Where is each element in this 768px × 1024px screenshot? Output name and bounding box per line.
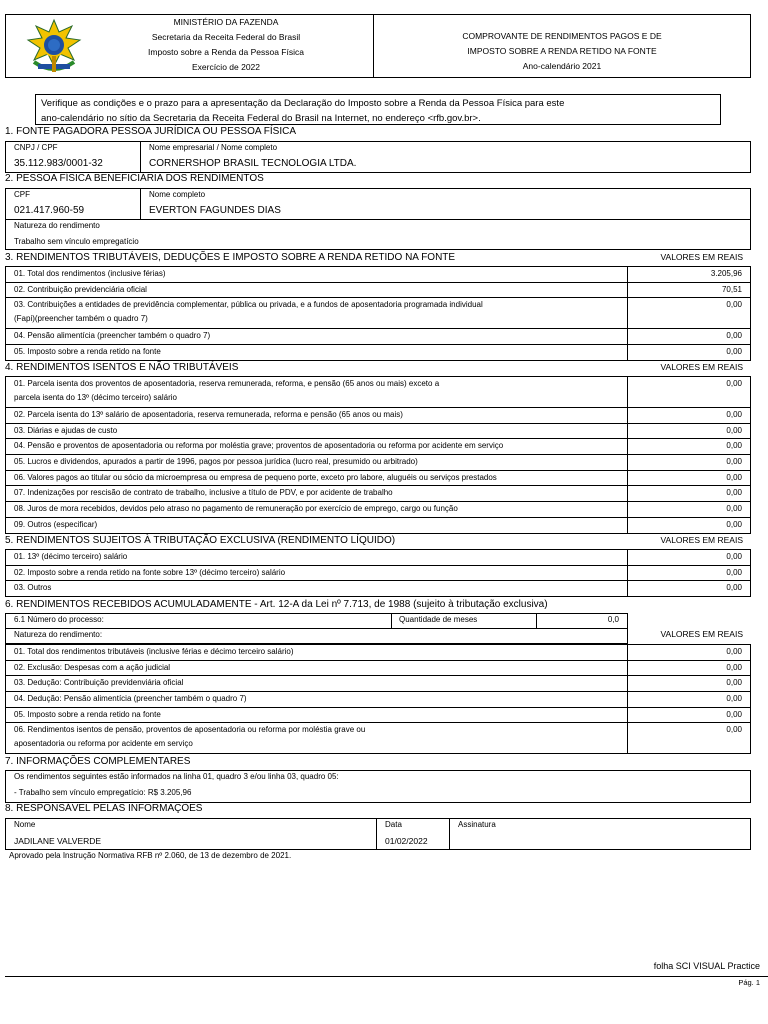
table-row xyxy=(6,550,751,566)
row-label-line-1: 01. Parcela isenta dos proventos de aposentadoria, reserva remunerada, reforma, e pensão (65 anos ou mais) exceto a xyxy=(14,379,440,388)
table-row xyxy=(6,298,751,329)
signature-cell xyxy=(450,819,750,849)
responsible-name-label: Nome xyxy=(14,820,36,829)
info-line-1: Os rendimentos seguintes estão informados na linha 01, quadro 3 e/ou linha 03, quadro 05: xyxy=(14,772,339,781)
row-label-line-2: aposentadoria ou reforma por acidente em serviço xyxy=(14,739,193,749)
company-name-cell xyxy=(141,142,750,172)
row-value: 0,00 xyxy=(628,423,751,439)
natureza-6-box xyxy=(5,628,628,644)
table-row xyxy=(6,423,751,439)
row-value: 0,00 xyxy=(628,470,751,486)
footer-rule xyxy=(5,976,768,977)
section-1-box xyxy=(5,141,751,173)
table-row xyxy=(6,455,751,471)
table-row xyxy=(6,470,751,486)
table-row xyxy=(6,645,751,661)
row-value: 0,00 xyxy=(628,329,751,345)
row-value: 0,00 xyxy=(628,439,751,455)
header-left xyxy=(6,15,373,77)
natureza-value: Trabalho sem vínculo empregatício xyxy=(14,237,139,246)
table-row xyxy=(6,502,751,518)
row-value: 0,00 xyxy=(628,550,751,566)
section-8-title: 8. RESPONSÁVEL PELAS INFORMAÇÕES xyxy=(5,803,203,814)
divider xyxy=(391,614,392,628)
row-value: 0,00 xyxy=(628,660,751,676)
table-row xyxy=(6,439,751,455)
row-label: 09. Outros (especificar) xyxy=(6,517,628,533)
table-row xyxy=(6,377,751,408)
table-row xyxy=(6,660,751,676)
row-value: 0,00 xyxy=(628,581,751,597)
cpf-label: CPF xyxy=(14,190,30,199)
row-label: 05. Imposto sobre a renda retido na fonte xyxy=(6,707,628,723)
document-header xyxy=(5,14,751,78)
row-label: 02. Parcela isenta do 13º salário de aposentadoria, reserva remunerada, reforma e pensão (65 anos ou mais) xyxy=(6,408,628,424)
info-line-2: - Trabalho sem vínculo empregatício: R$ 3.205,96 xyxy=(14,788,192,797)
row-value: 0,00 xyxy=(628,298,751,329)
date-cell xyxy=(377,819,449,849)
section-5-title: 5. RENDIMENTOS SUJEITOS À TRIBUTAÇÃO EXCLUSIVA (RENDIMENTO LÍQUIDO) xyxy=(5,535,396,546)
row-value: 0,00 xyxy=(628,486,751,502)
table-row xyxy=(6,486,751,502)
row-label: 04. Pensão alimentícia (preencher também o quadro 7) xyxy=(6,329,628,345)
section-6-title: 6. RENDIMENTOS RECEBIDOS ACUMULADAMENTE - Art. 12-A da Lei nº 7.713, de 1988 (sujeito à tributação exclusiva) xyxy=(5,599,548,610)
cnpj-label: CNPJ / CPF xyxy=(14,143,58,152)
row-label-line-1: 03. Contribuições a entidades de previdência complementar, pública ou privada, e a fundos de aposentadoria programada individual xyxy=(14,300,483,310)
table-row xyxy=(6,565,751,581)
cpf-cell xyxy=(6,189,140,219)
row-label: 08. Juros de mora recebidos, devidos pelo atraso no pagamento de remuneração por exercício de emprego, cargo ou função xyxy=(6,502,628,518)
header-right-lines xyxy=(374,29,750,74)
row-label: 01. 13º (décimo terceiro) salário xyxy=(6,550,628,566)
natureza-6-label: Natureza do rendimento: xyxy=(14,630,103,639)
row-label-line-2: parcela isenta do 13º (décimo terceiro) salário xyxy=(14,393,177,402)
software-credit: folha SCI VISUAL Practice xyxy=(653,961,760,971)
beneficiary-name-value: EVERTON FAGUNDES DIAS xyxy=(149,205,281,216)
notice-line-1: Verifique as condições e o prazo para a apresentação da Declaração do Imposto sobre a Renda da Pessoa Física para este xyxy=(41,98,565,109)
section-2-box xyxy=(5,188,751,220)
notice-box xyxy=(35,94,721,125)
calendar-year-line: Ano-calendário 2021 xyxy=(522,61,602,71)
natureza-box xyxy=(5,219,751,250)
beneficiary-name-label: Nome completo xyxy=(149,190,206,199)
row-label-line-2: (Fapi)(preencher também o quadro 7) xyxy=(14,314,148,324)
row-label xyxy=(6,377,628,408)
page-number: Pág. 1 xyxy=(738,978,760,987)
table-row xyxy=(6,329,751,345)
responsible-name-cell xyxy=(6,819,376,849)
table-row xyxy=(6,581,751,597)
values-header-5: VALORES EM REAIS xyxy=(660,535,743,545)
ministry-line: MINISTÉRIO DA FAZENDA xyxy=(173,17,279,27)
row-label-line-1: 06. Rendimentos isentos de pensão, proventos de aposentadoria ou reforma por moléstia grave ou xyxy=(14,725,366,735)
table-row xyxy=(6,676,751,692)
row-value: 0,00 xyxy=(628,676,751,692)
row-value: 0,00 xyxy=(628,345,751,361)
section-4-table xyxy=(5,376,751,534)
secretariat-line: Secretaria da Receita Federal do Brasil xyxy=(151,32,301,42)
date-value: 01/02/2022 xyxy=(385,836,428,846)
row-label: 01. Total dos rendimentos (inclusive férias) xyxy=(6,267,628,283)
row-label: 05. Imposto sobre a renda retido na fonte xyxy=(6,345,628,361)
row-value: 0,00 xyxy=(628,377,751,408)
header-right xyxy=(374,15,750,77)
row-value: 0,00 xyxy=(628,723,751,754)
row-label: 06. Valores pagos ao titular ou sócio da microempresa ou empresa de pequeno porte, exceto pro labore, aluguéis ou serviços prestados xyxy=(6,470,628,486)
table-row xyxy=(6,282,751,298)
table-row xyxy=(6,707,751,723)
table-row xyxy=(6,408,751,424)
table-row xyxy=(6,267,751,283)
notice-line-2: ano-calendário no sítio da Secretaria da Receita Federal do Brasil na Internet, no endereço <rfb.gov.br>. xyxy=(41,113,481,124)
row-value: 0,00 xyxy=(628,707,751,723)
natureza-label: Natureza do rendimento xyxy=(14,221,100,230)
section-3-table xyxy=(5,266,751,361)
approval-note: Aprovado pela Instrução Normativa RFB nº 2.060, de 13 de dezembro de 2021. xyxy=(9,851,292,860)
company-name-value: CORNERSHOP BRASIL TECNOLOGIA LTDA. xyxy=(149,158,357,169)
processo-label: 6.1 Número do processo: xyxy=(14,615,104,624)
row-label: 04. Pensão e proventos de aposentadoria ou reforma por moléstia grave; proventos de aposentadoria ou reforma por acidente em serviço xyxy=(6,439,628,455)
responsible-name-value: JADILANE VALVERDE xyxy=(14,836,102,846)
row-value: 0,00 xyxy=(628,408,751,424)
row-label: 03. Outros xyxy=(6,581,628,597)
section-7-box xyxy=(5,770,751,803)
section-1-title: 1. FONTE PAGADORA PESSOA JURÍDICA OU PESSOA FÍSICA xyxy=(5,126,297,137)
cpf-value: 021.417.960-59 xyxy=(14,205,85,216)
row-value: 0,00 xyxy=(628,645,751,661)
section-7-title: 7. INFORMAÇÕES COMPLEMENTARES xyxy=(5,756,191,767)
cnpj-cell xyxy=(6,142,140,172)
meses-label: Quantidade de meses xyxy=(399,615,478,624)
values-header-3: VALORES EM REAIS xyxy=(660,252,743,262)
row-label xyxy=(6,723,628,754)
divider xyxy=(536,614,537,628)
meses-value: 0,0 xyxy=(607,615,619,624)
row-value: 0,00 xyxy=(628,502,751,518)
row-label: 01. Total dos rendimentos tributáveis (inclusive férias e décimo terceiro salário) xyxy=(6,645,628,661)
section-2-title: 2. PESSOA FÍSICA BENEFICIÁRIA DOS RENDIMENTOS xyxy=(5,173,264,184)
row-label: 03. Diárias e ajudas de custo xyxy=(6,423,628,439)
section-5-table xyxy=(5,549,751,597)
row-label: 02. Contribuição previdenciária oficial xyxy=(6,282,628,298)
values-header-6: VALORES EM REAIS xyxy=(660,629,743,639)
row-label: 02. Imposto sobre a renda retido na fonte sobre 13º (décimo terceiro) salário xyxy=(6,565,628,581)
table-row xyxy=(6,723,751,754)
row-label: 05. Lucros e dividendos, apurados a partir de 1996, pagos por pessoa jurídica (lucro real, presumido ou arbitrado) xyxy=(6,455,628,471)
row-value: 0,00 xyxy=(628,692,751,708)
section-3-title: 3. RENDIMENTOS TRIBUTÁVEIS, DEDUÇÕES E IMPOSTO SOBRE A RENDA RETIDO NA FONTE xyxy=(5,252,456,263)
document-title-line-1: COMPROVANTE DE RENDIMENTOS PAGOS E DE xyxy=(462,31,662,41)
cnpj-value: 35.112.983/0001-32 xyxy=(14,158,103,169)
brazil-coat-of-arms-icon xyxy=(24,18,84,76)
row-label: 07. Indenizações por rescisão de contrato de trabalho, inclusive a título de PDV, e por acidente de trabalho xyxy=(6,486,628,502)
beneficiary-name-cell xyxy=(141,189,750,219)
document-title-line-2: IMPOSTO SOBRE A RENDA RETIDO NA FONTE xyxy=(467,46,657,56)
signature-label: Assinatura xyxy=(458,820,496,829)
section-4-title: 4. RENDIMENTOS ISENTOS E NÃO TRIBUTÁVEIS xyxy=(5,362,239,373)
row-label: 03. Dedução: Contribuição previdenviária oficial xyxy=(6,676,628,692)
fiscal-year-line: Exercício de 2022 xyxy=(191,62,261,72)
row-value: 3.205,96 xyxy=(628,267,751,283)
header-left-lines xyxy=(116,15,336,75)
row-label: 04. Dedução: Pensão alimentícia (preencher também o quadro 7) xyxy=(6,692,628,708)
table-row xyxy=(6,692,751,708)
table-row xyxy=(6,517,751,533)
values-header-4: VALORES EM REAIS xyxy=(660,362,743,372)
row-value: 0,00 xyxy=(628,455,751,471)
row-value: 70,51 xyxy=(628,282,751,298)
row-value: 0,00 xyxy=(628,565,751,581)
tax-line: Imposto sobre a Renda da Pessoa Física xyxy=(148,47,304,57)
processo-box xyxy=(5,613,628,629)
row-value: 0,00 xyxy=(628,517,751,533)
section-8-box xyxy=(5,818,751,850)
row-label: 02. Exclusão: Despesas com a ação judicial xyxy=(6,660,628,676)
date-label: Data xyxy=(385,820,402,829)
table-row xyxy=(6,345,751,361)
company-name-label: Nome empresarial / Nome completo xyxy=(149,143,278,152)
section-6-table xyxy=(5,644,751,754)
row-label xyxy=(6,298,628,329)
